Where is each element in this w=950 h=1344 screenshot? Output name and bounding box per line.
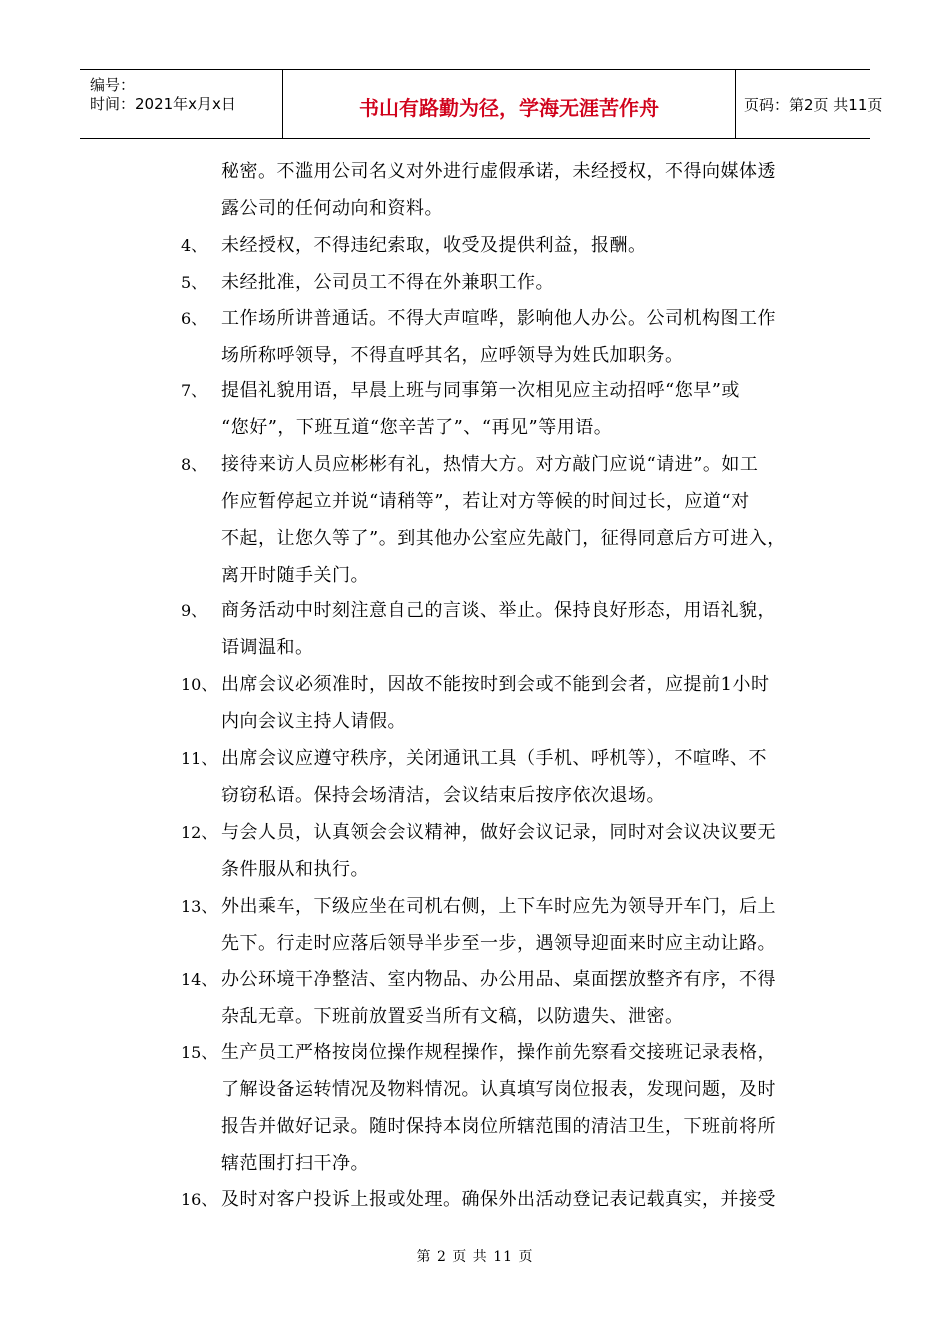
list-item-text: 外出乘车，下级应坐在司机右侧，上下车时应先为领导开车门，后上 先下。行走时应落后领导半步至一步，遇领导迎面来时应主动让路。 <box>221 896 776 954</box>
list-item-text: 接待来访人员应彬彬有礼，热情大方。对方敲门应说“请进”。如工 作应暂停起立并说“请稍等”，若让对方等候的时间过长，应道“对 不起，让您久等了”。到其他办公室应先敲门，征得同意后方可进入， 离开时随手关门。 <box>221 454 786 586</box>
list-item-number: 15、 <box>181 1043 218 1062</box>
header-page-label: 页码：第2页 共11页 <box>744 96 883 114</box>
list-item-text: 未经批准，公司员工不得在外兼职工作。 <box>221 272 554 293</box>
page-header <box>80 69 883 139</box>
list-item-number: 7、 <box>181 381 208 400</box>
header-meta-cell <box>80 70 283 138</box>
header-motto-cell <box>283 70 736 138</box>
list-item-text: 商务活动中时刻注意自己的言谈、举止。保持良好形态，用语礼貌， 语调温和。 <box>221 600 776 658</box>
list-item-text: 未经授权，不得违纪索取，收受及提供利益，报酬。 <box>221 235 647 256</box>
header-time-label: 时间：2021年x月x日 <box>90 95 236 113</box>
list-item-number: 14、 <box>181 970 218 989</box>
header-number-label: 编号： <box>90 76 136 94</box>
list-item-number: 6、 <box>181 309 208 328</box>
list-item-number: 9、 <box>181 601 208 620</box>
list-item-text: 生产员工严格按岗位操作规程操作，操作前先察看交接班记录表格， 了解设备运转情况及物料情况。认真填写岗位报表，发现问题，及时 报告并做好记录。随时保持本岗位所辖范围的清洁卫生，下班前将所 辖范围打扫干净。 <box>221 1042 776 1174</box>
list-item-text: 与会人员，认真领会会议精神，做好会议记录，同时对会议决议要无 条件服从和执行。 <box>221 822 776 880</box>
list-item-text: 出席会议应遵守秩序，关闭通讯工具（手机、呼机等），不喧哗、不 窃窃私语。保持会场清洁，会议结束后按序依次退场。 <box>221 748 767 806</box>
list-item-number: 5、 <box>181 273 208 292</box>
header-motto: 书山有路勤为径，学海无涯苦作舟 <box>359 96 659 120</box>
list-item-number: 8、 <box>181 455 208 474</box>
list-item-number: 13、 <box>181 897 218 916</box>
list-item-number: 4、 <box>181 236 208 255</box>
list-item-number: 12、 <box>181 823 218 842</box>
list-item-number: 16、 <box>181 1190 218 1209</box>
list-item-text: 提倡礼貌用语，早晨上班与同事第一次相见应主动招呼“您早”或 “您好”，下班互道“您辛苦了”、“再见”等用语。 <box>221 380 740 438</box>
list-item-text: 出席会议必须准时，因故不能按时到会或不能到会者，应提前1小时 内向会议主持人请假。 <box>221 674 770 732</box>
list-item-text: 工作场所讲普通话。不得大声喧哗，影响他人办公。公司机构图工作 场所称呼领导，不得直呼其名，应呼领导为姓氏加职务。 <box>221 308 776 366</box>
continuation-text: 秘密。不滥用公司名义对外进行虚假承诺，未经授权，不得向媒体透 露公司的任何动向和资料。 <box>221 161 776 219</box>
header-page-cell <box>736 70 883 138</box>
page-footer: 第 2 页 共 11 页 <box>416 1249 534 1265</box>
list-item-text: 办公环境干净整洁、室内物品、办公用品、桌面摆放整齐有序，不得 杂乱无章。下班前放置妥当所有文稿，以防遗失、泄密。 <box>221 969 776 1027</box>
list-item-text: 及时对客户投诉上报或处理。确保外出活动登记表记载真实，并接受 <box>221 1189 776 1210</box>
list-item-number: 10、 <box>181 675 218 694</box>
list-item-number: 11、 <box>181 749 218 768</box>
